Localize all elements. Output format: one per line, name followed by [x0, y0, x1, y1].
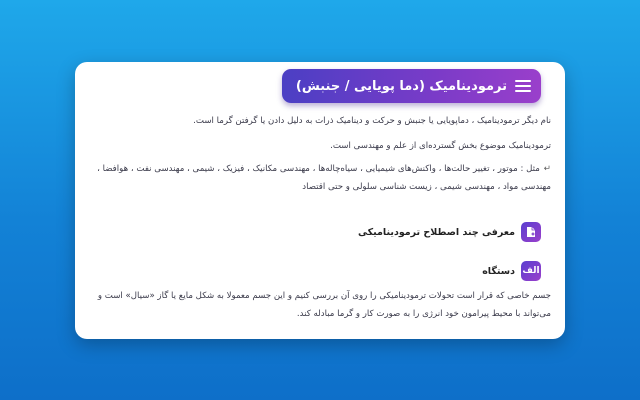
paragraph-system: جسم خاصی که قرار است تحولات ترمودینامیکی را روی آن بررسی کنیم و این جسم معمولا به شکل مایع یا گاز «سیال» است و می‌تواند با محیط پیرامون خود انرژی را به صورت کار و گرما مبادله کند. [97, 291, 551, 319]
title-pill[interactable] [282, 69, 541, 103]
document-icon [521, 222, 541, 242]
examples-text: مثل : موتور ، تغییر حالت‌ها ، واکنش‌های شیمیایی ، سیاه‌چاله‌ها ، مهندسی مکانیک ، فیزیک ، شیمی ، مهندسی نفت ، هوافضا ، مهندسی مواد ، مهندسی شیمی ، زیست شناسی سلولی و حتی اقتصاد [97, 164, 551, 192]
content-card [75, 62, 565, 339]
sub-title: دستگاه [482, 265, 515, 277]
letter-badge: الف [521, 261, 541, 281]
return-arrow-icon: ↵ [543, 164, 551, 174]
section-heading [358, 222, 541, 242]
paragraph-definition: نام دیگر ترمودینامیک ، دماپویایی یا جنبش و حرکت و دینامیک ذرات به دلیل دادن یا گرفتن گرما است. [193, 116, 551, 126]
paragraph-examples [89, 160, 551, 196]
menu-icon[interactable] [515, 80, 531, 92]
section-title: معرفی چند اصطلاح ترمودینامیکی [358, 226, 515, 238]
sub-heading [482, 261, 541, 281]
card-title: ترمودینامیک (دما پویایی / جنبش) [295, 78, 507, 94]
paragraph-scope: ترمودینامیک موضوع بخش گسترده‌ای از علم و مهندسی است. [330, 141, 551, 151]
